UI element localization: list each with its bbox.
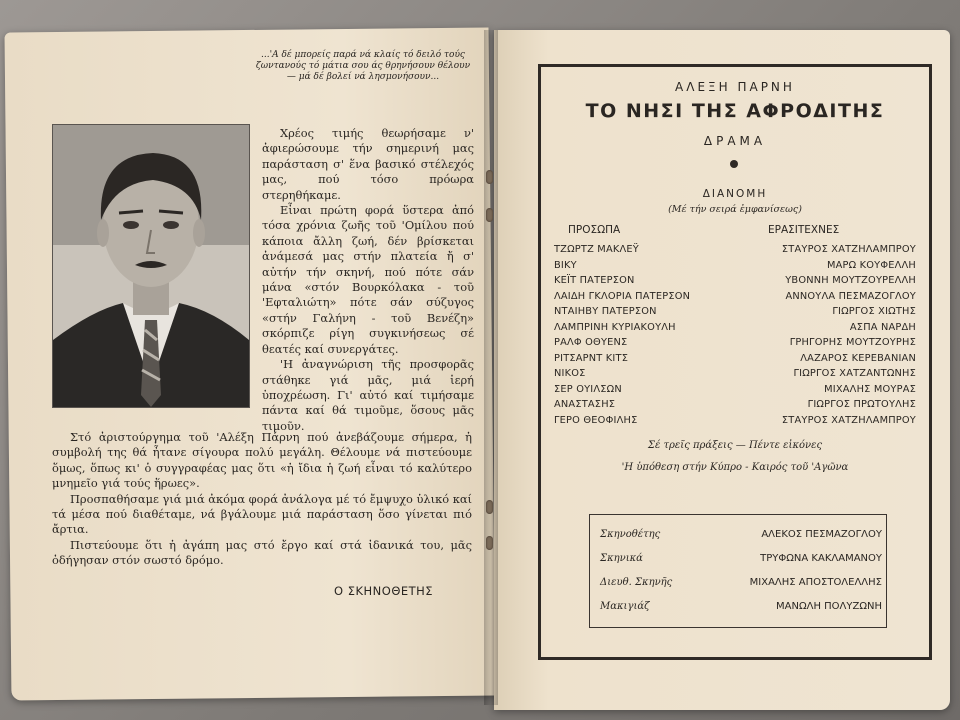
actor-name: ΣΤΑΥΡΟΣ ΧΑΤΖΗΛΑΜΠΡΟΥ [781,414,916,426]
actor-name: ΓΙΩΡΓΟΣ ΠΡΩΤΟΥΛΗΣ [807,399,916,410]
actor-name: ΛΑΖΑΡΟΣ ΚΕΡΕΒΑΝΙΑΝ [800,352,916,364]
actor-name: ΓΡΗΓΟΡΗΣ ΜΟΥΤΖΟΥΡΗΣ [789,337,916,348]
role-name: ΡΙΤΣΑΡΝΤ ΚΙΤΣ [554,352,629,364]
role-name: ΒΙΚΥ [554,259,577,271]
role-name: ΑΝΑΣΤΑΣΗΣ [554,399,616,410]
paragraph: Πιστεύουμε ὅτι ἡ ἀγάπη μας στό ἔργο καί στά ἰδανικά του, μᾶς ὁδήγησαν στόν σωστό δρόμο. [52,537,472,568]
paragraph: 'Η ἀναγνώριση τῆς προσφορᾶς στάθηκε γιά μᾶς, μιά ἱερή ὑποχρέωση. Γι' αὐτό καί τιμήσαμε πάντα καί θά τιμοῦμε, ὅσους μᾶς τιμοῦν. [262,357,474,433]
paragraph: Στό ἀριστούργημα τοῦ 'Αλέξη Πάρνη πού ἀνεβάζουμε σήμερα, ἡ συμβολή της θά ἦτανε σίγουρα πολύ μεγάλη. Θέλουμε νά πιστεύουμε ὅμως, ὅπως κι' ὁ συγγραφέας μας ὅτι «ἡ ἴδια ἡ ζωή εἶναι τό καλύτερο μνημεῖο γιά τούς ἥρωες». [52,430,472,491]
credit-row [600,529,882,540]
staple-icon [486,208,493,222]
staple-icon [486,500,493,514]
credit-name: ΤΡΥΦΩΝΑ ΚΑΚΛΑΜΑΝΟΥ [760,553,882,564]
bullet-dot-icon [730,160,738,168]
dedication-text-full-width [52,430,472,569]
actor-name: ΜΙΧΑΛΗΣ ΜΟΥΡΑΣ [824,383,916,395]
actors-column-header: ΕΡΑΣΙΤΕΧΝΕΣ [768,224,840,236]
role-name: ΤΖΩΡΤΖ ΜΑΚΛΕΫ [554,244,639,255]
credit-name: ΜΙΧΑΛΗΣ ΑΠΟΣΤΟΛΕΛΛΗΣ [749,577,882,588]
cast-subheading: (Μέ τήν σειρά ἐμφανίσεως) [668,204,802,215]
cast-row [554,322,916,338]
credit-role: Μακιγιάζ [600,601,650,612]
portrait-photo-icon [53,125,249,407]
setting-info: 'Η ὑπόθεση στήν Κύπρο - Καιρός τοῦ 'Αγῶνα [621,462,849,473]
role-name: ΛΑΜΠΡΙΝΗ ΚΥΡΙΑΚΟΥΛΗ [554,321,676,333]
cast-row [554,244,916,260]
dedication-text-right-column [262,126,474,434]
actor-name: ΓΙΩΡΓΟΣ ΧΑΤΖΑΝΤΩΝΗΣ [793,368,916,379]
cast-row [554,291,916,307]
actor-name: ΑΝΝΟΥΛΑ ΠΕΣΜΑΖΟΓΛΟΥ [785,290,916,302]
actor-name: ΓΙΩΡΓΟΣ ΧΙΩΤΗΣ [832,306,916,317]
paragraph: Χρέος τιμής θεωρήσαμε ν' ἀφιερώσουμε τήν σημερινή μας παράσταση σ' ἕνα βασικό στέλεχός μας, πού τόσο πρόωρα στερηθήκαμε. [262,126,474,202]
cast-list [554,244,916,430]
credit-row [600,553,882,564]
role-name: ΝΤΑΙΗΒΥ ΠΑΤΕΡΣΟΝ [554,306,657,317]
book-gutter [484,30,498,705]
credit-role: Διευθ. Σκηνῆς [600,577,673,588]
play-title: ΤΟ ΝΗΣΙ ΤΗΣ ΑΦΡΟΔΙΤΗΣ [585,100,885,122]
credit-row [600,577,882,588]
cast-row [554,368,916,384]
actor-name: ΣΤΑΥΡΟΣ ΧΑΤΖΗΛΑΜΠΡΟΥ [781,244,916,255]
cast-row [554,260,916,276]
role-name: ΝΙΚΟΣ [554,368,586,379]
paragraph: Προσπαθήσαμε γιά μιά ἀκόμα φορά ἀνάλογα μέ τό ἔμψυχο ὑλικό καί τά μέσα πού διαθέταμε, νά βγάλουμε μιά παράσταση ὅσο γίνεται πιό ἄρτια. [52,491,472,537]
director-signature: Ο ΣΚΗΝΟΘΕΤΗΣ [334,584,434,598]
credit-name: ΑΛΕΚΟΣ ΠΕΣΜΑΖΟΓΛΟΥ [761,529,882,540]
epigraph-quote: ...'Α δέ μπορείς παρά νά κλαίς τό δειλό τούς ζωντανούς τό μάτια σου άς θρηνήσουν θέλουν — μά δέ βολεί νά λησμονήσουν... [255,50,471,82]
portrait-photo [52,124,250,408]
credit-role: Σκηνικά [600,553,643,564]
role-name: ΓΕΡΟ ΘΕΟΦΙΛΗΣ [554,414,638,426]
cast-row [554,384,916,400]
cast-row [554,415,916,431]
roles-column-header: ΠΡΟΣΩΠΑ [568,224,621,236]
cast-row [554,337,916,353]
paragraph: Εἶναι πρώτη φορά ὕστερα ἀπό τόσα χρόνια ζωῆς τοῦ 'Ομίλου πού κάποια ἄλλη ζωή, δέν βρίσκεται ἀνάμεσά μας στήν πλατεία ἤ σ' αὐτήν τήν σκηνή, πού πότε σάν μάνα «στόν Βουρκόλακα - τοῦ 'Εφταλιώτη» πότε σάν σύζυγος «στήν Γαλήνη - τοῦ Βενέζη» σκόρπιζε ρίγη συγκινήσεως σέ θεατές καί συνεργάτες. [262,203,474,356]
author-name: ΑΛΕΞΗ ΠΑΡΝΗ [675,80,795,94]
production-credits-box [589,514,887,628]
cast-row [554,306,916,322]
role-name: ΡΑΛΦ ΟΘΥΕΝΣ [554,337,628,348]
role-name: ΚΕΪΤ ΠΑΤΕΡΣΟΝ [554,275,635,286]
credit-role: Σκηνοθέτης [600,529,661,540]
cast-row [554,399,916,415]
acts-info: Σέ τρεῖς πράξεις — Πέντε εἰκόνες [647,440,823,451]
credit-name: ΜΑΝΩΛΗ ΠΟΛΥΖΩΝΗ [776,601,882,612]
cast-heading: ΔΙΑΝΟΜΗ [702,188,768,200]
cast-row [554,275,916,291]
staple-icon [486,536,493,550]
role-name: ΛΑΙΔΗ ΓΚΛΟΡΙΑ ΠΑΤΕΡΣΟΝ [554,290,691,302]
credit-row [600,601,882,612]
actor-name: ΥΒΟΝΝΗ ΜΟΥΤΖΟΥΡΕΛΛΗ [785,275,916,286]
role-name: ΣΕΡ ΟΥΙΛΣΩΝ [554,383,622,395]
staple-icon [486,170,493,184]
cast-row [554,353,916,369]
play-genre: ΔΡΑΜΑ [703,134,767,148]
actor-name: ΑΣΠΑ ΝΑΡΔΗ [849,321,916,333]
actor-name: ΜΑΡΩ ΚΟΥΦΕΛΛΗ [826,259,916,271]
